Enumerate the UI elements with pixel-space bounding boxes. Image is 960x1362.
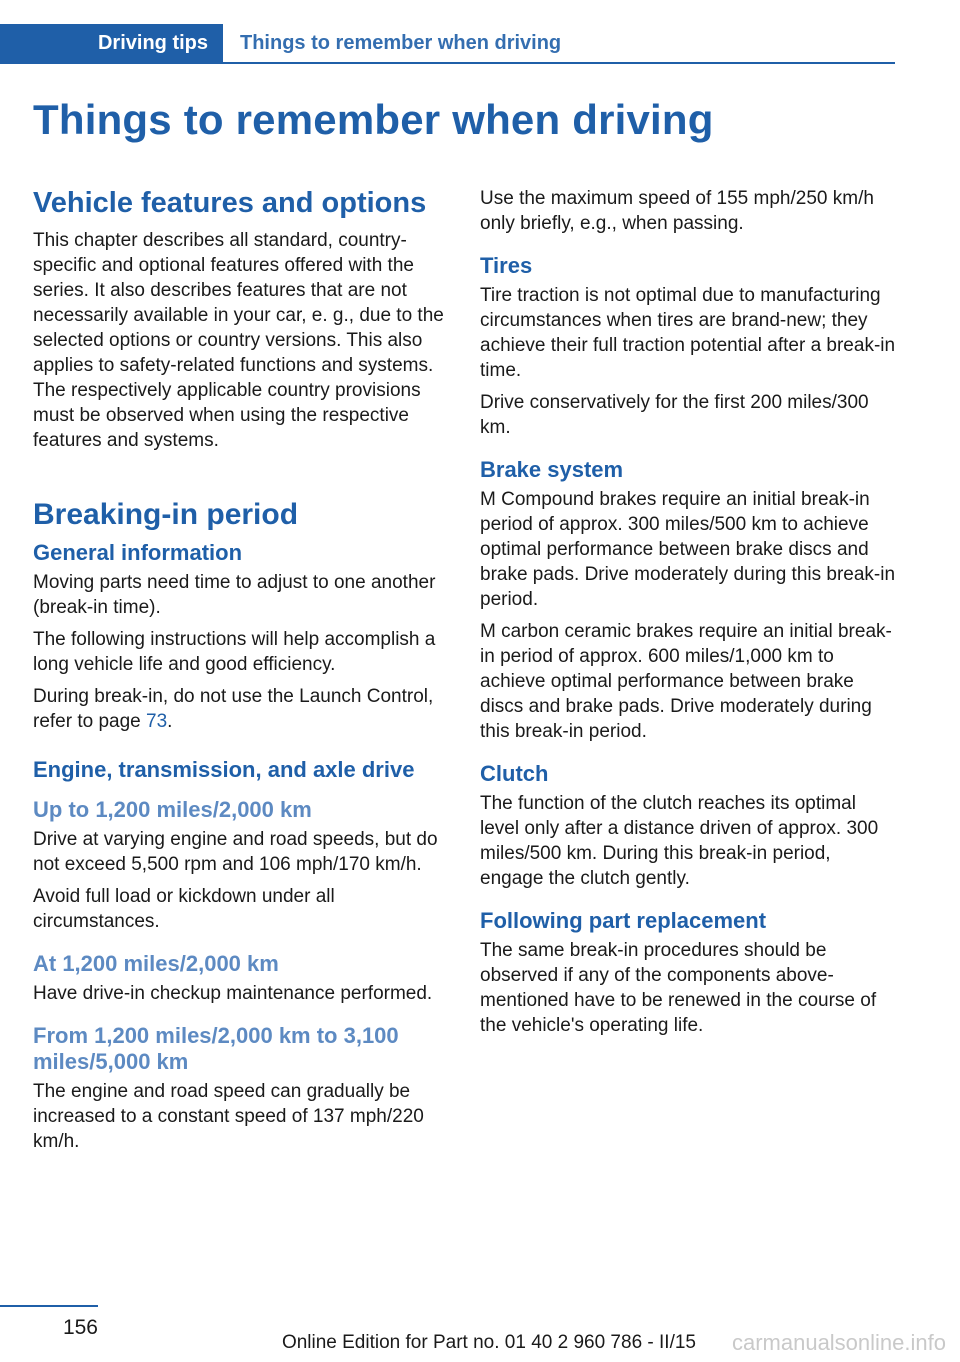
up-to-heading: Up to 1,200 miles/2,000 km (33, 797, 312, 822)
left-column (33, 186, 449, 1161)
at-text: Have drive-in checkup maintenance performed. (33, 983, 433, 1004)
replacement-text: The same break-in procedures should be observed if any of the components above-mentioned have to be renewed in the course of the vehicle's operating life. (480, 940, 877, 1036)
running-header (0, 24, 895, 64)
header-topic-label: Things to remember when driving (240, 32, 562, 54)
edition-note: Online Edition for Part no. 01 40 2 960 786 - II/15 (281, 1332, 696, 1353)
tires-text-2: Drive conservatively for the first 200 miles/300 km. (480, 392, 869, 438)
page-title: Things to remember when driving (33, 96, 714, 143)
general-information-heading: General information (33, 540, 243, 565)
right-column (480, 186, 896, 1045)
clutch-text: The function of the clutch reaches its optimal level only after a distance driven of approx. 300 miles/500 km. During this break-in period, engage the clutch gently. (480, 793, 879, 889)
breaking-in-text-3 (33, 684, 449, 734)
up-to-text-1: Drive at varying engine and road speeds, but do not exceed 5,500 rpm and 106 mph/170 km/h. (33, 829, 438, 875)
footer-rule (0, 1305, 98, 1307)
breaking-in-heading: Breaking-in period (33, 498, 299, 531)
breaking-in-text-3-start: During break-in, do not use the Launch Control, refer to page (33, 686, 434, 732)
watermark: carmanualsonline.info (731, 1330, 946, 1355)
vehicle-features-text: This chapter describes all standard, country-specific and optional features offered with the series. It also describes features that are not necessarily available in your car, e. g., due to the selected options or country versions. This also applies to safety-related functions and systems. The respectively applicable country provisions must be observed when using the respective features and systems. (33, 230, 444, 451)
engine-heading: Engine, transmission, and axle drive (33, 757, 415, 782)
clutch-heading: Clutch (480, 761, 549, 786)
brake-heading: Brake system (480, 457, 624, 482)
brake-text-1: M Compound brakes require an initial break-in period of approx. 300 miles/500 km to achieve optimal performance between brake discs and brake pads. Drive moderately during this break-in period. (480, 489, 896, 610)
tires-text-1: Tire traction is not optimal due to manufacturing circumstances when tires are brand-new; they achieve their full traction potential after a break-in time. (480, 285, 896, 381)
max-speed-text: Use the maximum speed of 155 mph/250 km/h only briefly, e.g., when passing. (480, 188, 874, 234)
tires-heading: Tires (480, 253, 533, 278)
page-reference-link[interactable]: 73 (146, 711, 168, 732)
breaking-in-text-2: The following instructions will help accomplish a long vehicle life and good efficiency. (33, 629, 436, 675)
up-to-text-2: Avoid full load or kickdown under all circumstances. (33, 886, 335, 932)
from-heading: From 1,200 miles/2,000 km to 3,100 miles/5,000 km (33, 1023, 399, 1074)
breaking-in-text-3-end: . (167, 711, 173, 732)
page-number: 156 (62, 1316, 98, 1339)
header-section-label: Driving tips (0, 24, 223, 62)
at-heading: At 1,200 miles/2,000 km (33, 951, 279, 976)
replacement-heading: Following part replacement (480, 908, 767, 933)
breaking-in-text-1: Moving parts need time to adjust to one another (break-in time). (33, 572, 436, 618)
brake-text-2: M carbon ceramic brakes require an initial break-in period of approx. 600 miles/1,000 km to achieve optimal performance between brake discs and brake pads. Drive moderately during this break-in period. (480, 621, 892, 742)
from-text: The engine and road speed can gradually be increased to a constant speed of 137 mph/220 km/h. (33, 1081, 424, 1152)
vehicle-features-heading: Vehicle features and options (33, 187, 427, 219)
